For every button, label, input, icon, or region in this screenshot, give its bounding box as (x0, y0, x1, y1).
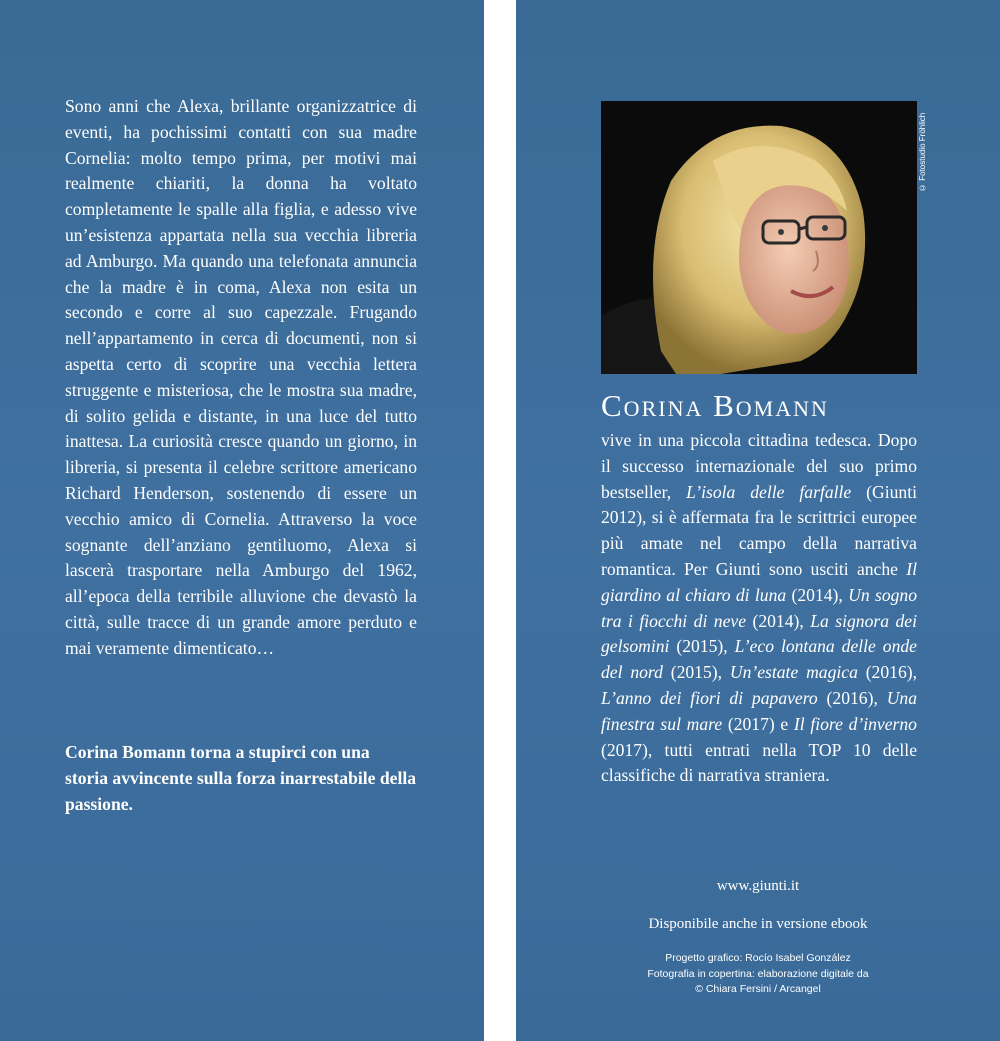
tagline-text: Corina Bomann torna a stupirci con una storia avvincente sulla forza inarrestabile della passione. (65, 742, 417, 814)
book-title: L’anno dei fiori di papavero (601, 687, 818, 708)
bio-text: (2014), (746, 610, 811, 631)
book-title: La signora dei gelsomini (601, 610, 917, 657)
front-flap (516, 0, 1000, 1041)
author-name: Corina Bomann (601, 388, 829, 423)
book-title: Il giardino al chiaro di luna (601, 558, 917, 605)
back-flap (0, 0, 484, 1041)
bio-text: (2017), tutti entrati nella TOP 10 delle classifiche di narrativa straniera. (601, 739, 917, 786)
credit-line: Fotografia in copertina: elaborazione digitale da (647, 967, 869, 980)
design-credits (516, 951, 1000, 998)
book-title: Un’estate magica (729, 662, 858, 683)
credit-line: © Chiara Fersini / Arcangel (695, 983, 821, 995)
book-title: Un sogno tra i fiocchi di neve (601, 584, 917, 631)
author-photo (601, 101, 917, 374)
bio-text: (2016), (817, 687, 887, 708)
ebook-availability-note: Disponibile anche in versione ebook (648, 916, 868, 932)
bio-text: (2017) e (722, 713, 794, 734)
book-title: Una finestra sul mare (601, 687, 917, 734)
credit-line: Progetto grafico: Rocío Isabel González (665, 952, 851, 964)
synopsis-text: Sono anni che Alexa, brillante organizzatrice di eventi, ha pochissimi contatti con sua madre Cornelia: molto tempo prima, per motivi mai realmente chiariti, la donna ha voltato completamente le spalle alla figlia, e adesso vive un’esistenza appartata nella sua vecchia libreria ad Amburgo. Ma quando una telefonata annuncia che la madre è in coma, Alexa non esita un secondo e corre al suo capezzale. Frugando nell’appartamento in cerca di documenti, non si aspetta certo di scoprire una vecchia lettera struggente e misteriosa, che le mostra sua madre, di solito gelida e distante, in una luce del tutto inattesa. La curiosità cresce quando un giorno, in libreria, si presenta il celebre scrittore americano Richard Henderson, sostenendo di essere un vecchio amico di Cornelia. Attraverso la voce sognante dell’anziano gentiluomo, Alexa si lascerà trasportare nella Amburgo del 1962, all’epoca della terribile alluvione che devastò la città, sulle tracce di un grande amore perduto e mai veramente dimenticato… (65, 96, 417, 658)
bio-text: (2015), (669, 636, 735, 657)
bio-text: vive in una piccola cittadina tedesca. Dopo il successo internazionale del suo primo bestseller, (601, 430, 917, 502)
author-bio (601, 428, 917, 789)
book-title: Il fiore d’inverno (793, 713, 917, 734)
publisher-website-link[interactable]: www.giunti.it (716, 878, 800, 894)
bio-text: (Giunti 2012), si è affermata fra le scrittrici europee più amate nel campo della narrativa romantica. Per Giunti sono usciti anche (601, 481, 917, 579)
book-title: L’eco lontana delle onde del nord (601, 636, 917, 683)
bio-text: (2015), (662, 662, 730, 683)
bio-text: (2016), (857, 662, 917, 683)
book-title: L’isola delle farfalle (686, 481, 852, 502)
bio-text: (2014), (786, 584, 849, 605)
photo-credit: © Fotostudio Fröhlich (918, 112, 927, 192)
author-portrait-illustration (601, 101, 917, 374)
